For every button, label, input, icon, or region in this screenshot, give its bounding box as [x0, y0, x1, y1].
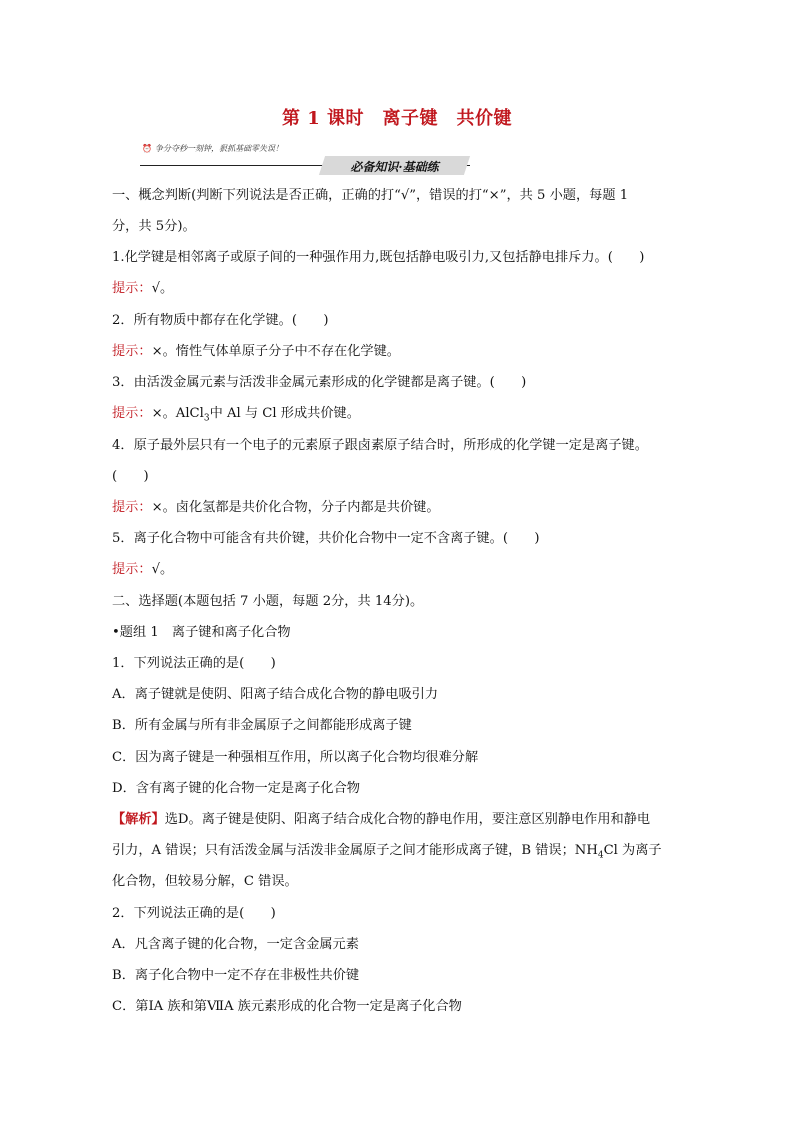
hint-label: 提示：	[112, 500, 152, 515]
section2-heading: 二、选择题(本题包括 7 小题，每题 2分，共 14分)。	[112, 594, 424, 609]
hint-text: √。	[151, 281, 174, 296]
judge-hint-1	[112, 280, 682, 297]
banner-motto	[142, 143, 283, 154]
mc2-option-a: A．凡含离子键的化合物，一定含金属元素	[112, 937, 359, 952]
mc2-option-b: B．离子化合物中一定不存在非极性共价键	[112, 968, 360, 983]
judge-question-2: 2．所有物质中都存在化学键。( )	[112, 313, 329, 328]
clock-icon: ⏰	[142, 144, 152, 153]
mc1-analysis-line2	[112, 842, 682, 859]
mc1-option-b: B．所有金属与所有非金属原子之间都能形成离子键	[112, 718, 412, 733]
judge-question-5: 5．离子化合物中可能含有共价键，共价化合物中一定不含离子键。( )	[112, 531, 540, 546]
hint-text: ×。AlCl	[151, 406, 204, 421]
hint-label: 提示：	[112, 562, 152, 577]
banner-motto-text: 争分夺秒一刻钟，狠抓基础零失误！	[154, 144, 283, 153]
mc1-option-a: A．离子键就是使阴、阳离子结合成化合物的静电吸引力	[112, 687, 439, 702]
judge-question-3: 3．由活泼金属元素与活泼非金属元素形成的化学键都是离子键。( )	[112, 375, 527, 390]
analysis-subscript: 4	[597, 850, 604, 861]
group1-heading: •题组 1 离子键和离子化合物	[112, 625, 291, 640]
mc1-option-c: C．因为离子键是一种强相互作用，所以离子化合物均很难分解	[112, 750, 479, 765]
mc2-question: 2．下列说法正确的是( )	[112, 906, 276, 921]
hint-text: ×。惰性气体单原子分子中不存在化学键。	[151, 344, 400, 359]
judge-hint-3	[112, 405, 682, 422]
judge-question-4-bracket: ( )	[112, 469, 149, 484]
judge-hint-2	[112, 343, 682, 360]
section1-heading-line2: 分，共 5分)。	[112, 219, 196, 234]
analysis-text: 选D。离子键是使阴、阳离子结合成化合物的静电作用，要注意区别静电作用和静电	[164, 812, 651, 827]
hint-label: 提示：	[112, 406, 152, 421]
judge-hint-5	[112, 561, 682, 578]
analysis-text: Cl 为离子	[603, 843, 662, 858]
hint-subscript: 3	[203, 413, 210, 424]
mc1-question: 1．下列说法正确的是( )	[112, 656, 276, 671]
hint-text: 中 Al 与 Cl 形成共价键。	[209, 406, 360, 421]
mc2-option-c: C．第ⅠA 族和第ⅦA 族元素形成的化合物一定是离子化合物	[112, 999, 462, 1014]
judge-question-1: 1.化学键是相邻离子或原子间的一种强作用力,既包括静电吸引力,又包括静电排斥力。( )	[112, 250, 645, 265]
hint-label: 提示：	[112, 344, 152, 359]
mc1-analysis-line3: 化合物，但较易分解，C 错误。	[112, 874, 298, 889]
judge-hint-4	[112, 499, 682, 516]
analysis-text: 引力，A 错误；只有活泼金属与活泼非金属原子之间才能形成离子键，B 错误；NH	[112, 843, 598, 858]
mc1-option-d: D．含有离子键的化合物一定是离子化合物	[112, 781, 360, 796]
section1-heading-line1: 一、概念判断(判断下列说法是否正确，正确的打“√”，错误的打“×”，共 5 小题，每题 1	[112, 188, 629, 203]
judge-question-4: 4．原子最外层只有一个电子的元素原子跟卤素原子结合时，所形成的化学键一定是离子键。	[112, 438, 648, 453]
mc1-analysis-line1	[112, 811, 682, 828]
banner-label: 必备知识·基础练	[350, 160, 439, 174]
hint-text: ×。卤化氢都是共价化合物，分子内都是共价键。	[151, 500, 440, 515]
hint-label: 提示：	[112, 281, 152, 296]
hint-text: √。	[151, 562, 174, 577]
page-title: 第 1 课时 离子键 共价键	[281, 108, 513, 129]
analysis-label: 【解析】	[112, 812, 165, 827]
